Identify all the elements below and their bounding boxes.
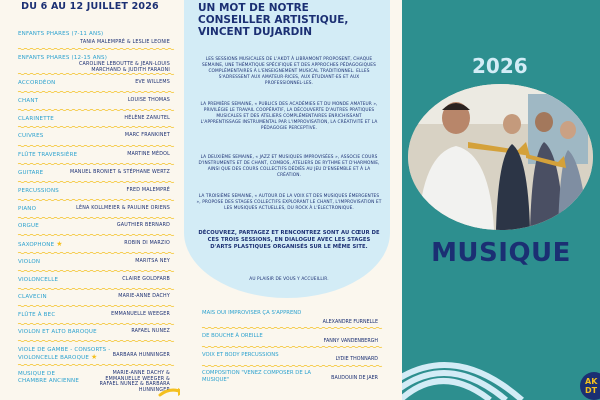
- teacher-label: EVE WILLEMS: [135, 80, 170, 85]
- teacher-label: RAFAEL NUNEZ: [131, 329, 170, 334]
- teacher-label: CAROLINE LEBOUTTE & JEAN-LOUIS MARCHAND & JUDITH FARAONI: [78, 62, 170, 73]
- instrument-label: PIANO: [18, 206, 37, 212]
- workshop-label: VOIX ET BODY PERCUSSIONS: [202, 352, 279, 358]
- instrument-label: VIOLONCELLE: [18, 277, 59, 283]
- paragraph: LES SESSIONS MUSICALES DE L'AKDT À LIBRAMONT PROPOSENT, CHAQUE SEMAINE, UNE THÉMATIQUE SPÉCIFIQUE ET DES APPROCHES PÉDAGOGIQUES COMPLÉMENTAIRES À L'ENSEIGNEMENT MUSICAL TRADITIONNEL. ELLES S'ADRESSENT AUX AMATEUR·RICES, AUX ÉTUDIANT·ES ET AUX PROFESSIONNEL·LES.: [202, 57, 376, 86]
- wave-divider: [18, 181, 174, 182]
- star-icon: ★: [56, 240, 63, 248]
- instrument-label: PERCUSSIONS: [18, 188, 59, 194]
- instrument-label: MUSIQUE DE CHAMBRE ANCIENNE: [18, 371, 80, 384]
- workshop-label: COMPOSITION "VENEZ COMPOSER DE LA MUSIQUE": [202, 370, 312, 383]
- musicians-photo: [408, 84, 593, 230]
- teacher-label: MARITSA NEY: [135, 259, 170, 264]
- wave-divider: [202, 365, 382, 366]
- wave-dividers: [180, 0, 402, 400]
- instrument-label-text: SAXOPHONE: [18, 242, 55, 248]
- instrument-label: CLARINETTE: [18, 116, 54, 122]
- center-title: UN MOT DE NOTRE CONSEILLER ARTISTIQUE, VINCENT DUJARDIN: [198, 2, 349, 38]
- instrument-label-text: VIOLE DE GAMBE - CONSORTS - VIOLONCELLE BAROQUE: [18, 347, 111, 361]
- teacher-label: HÉLÈNE ZANUTEL: [124, 116, 170, 121]
- teacher-label: MANUEL BRONIET & STÉPHANE WERTZ: [69, 170, 170, 175]
- wave-divider: [18, 234, 174, 235]
- teacher-label: LOUISE THOMAS: [127, 98, 170, 103]
- teacher-label: CLAIRE GOLDFARB: [122, 277, 170, 282]
- wave-divider: [18, 288, 174, 289]
- instrument-label: VIOLON ET ALTO BAROQUE: [18, 329, 97, 335]
- wave-divider: [18, 109, 174, 110]
- teacher-label: EMMANUELLE WEEGER: [111, 312, 170, 317]
- teacher-label: GAUTHIER BERNARD: [116, 223, 170, 228]
- teacher-label: BARBARA HUNNINGER: [112, 353, 170, 358]
- teacher-label: ROBIN DI MARZIO: [124, 241, 170, 246]
- wave-divider: [18, 323, 174, 324]
- decorative-arcs: [402, 340, 600, 400]
- wave-divider: [18, 126, 174, 127]
- wave-divider: [18, 48, 174, 49]
- teacher-label: FRED MALEMPRÉ: [126, 188, 170, 193]
- wave-divider: [18, 305, 174, 306]
- teacher-label: TANIA MALEMPRÉ & LESLIE LEONIE: [80, 40, 170, 45]
- instrument-label: ACCORDÉON: [18, 80, 56, 86]
- wave-divider: [18, 340, 174, 341]
- instrument-label: CLAVECIN: [18, 294, 47, 300]
- right-panel: [402, 0, 600, 400]
- paragraph: LA PREMIÈRE SEMAINE, « PUBLICS DES ACADÉMIES ET DU MONDE AMATEUR », PRIVILÉGIE LE TRAVAIL COOPÉRATIF, LA DÉCOUVERTE D'AUTRES PRATIQUES MUSICALES ET DES ATELIERS COMPLÉMENTAIRES ENRICHISSANT L'APPRENTISSAGE INSTRUMENTAL PAR L'IMPROVISATION, LA CRÉATIVITÉ ET LA PÉDAGOGIE PERCEPTIVE.: [200, 102, 378, 131]
- teacher-label: MARC FRANKINET: [124, 133, 170, 138]
- highlight-paragraph: DÉCOUVREZ, PARTAGEZ ET RENCONTREZ SONT AU CŒUR DE CES TROIS SESSIONS, EN DIALOGUE AVEC LES STAGES D'ARTS PLASTIQUES ORGANISÉS SUR LE MÊME SITE.: [198, 230, 380, 250]
- instrument-label: ENFANTS PHARES (12-15 ANS): [18, 55, 108, 61]
- star-icon: ★: [90, 352, 98, 361]
- teacher-label: LYDIE THONNARD: [335, 357, 378, 362]
- teacher-label: BAUDOUIN DE JAER: [331, 376, 378, 381]
- left-panel: [0, 0, 180, 400]
- instrument-label: FLÛTE TRAVERSIÈRE: [18, 152, 78, 158]
- wave-divider: [18, 270, 174, 271]
- wave-divider: [202, 346, 382, 347]
- teacher-label: MARIE-ANNE DACHY & EMMANUELLE WEEGER & RAFAEL NUNEZ & BARBARA HUNNINGER: [99, 371, 170, 393]
- wave-divider: [18, 252, 174, 253]
- wave-divider: [18, 364, 174, 365]
- teacher-label: MARTINE MÉDOL: [127, 152, 170, 157]
- center-panel: [180, 0, 402, 400]
- instrument-label: CHANT: [18, 98, 39, 104]
- teacher-label: ALEXANDRE FURNELLE: [322, 320, 378, 325]
- teacher-label: LÉNA KOLLMEIER & PAULINE ORIENS: [76, 206, 170, 211]
- wave-divider: [202, 327, 382, 328]
- instrument-label: ORGUE: [18, 223, 39, 229]
- wave-divider: [18, 217, 174, 218]
- instrument-label: GUITARE: [18, 170, 44, 176]
- teacher-label: FANNY VANDENBERGH: [323, 339, 378, 344]
- instrument-label: CUIVRES: [18, 133, 44, 139]
- wave-divider: [18, 145, 174, 146]
- workshop-label: MAIS OUI IMPROVISER ÇA S'APPREND: [202, 310, 302, 316]
- paragraph: LA TROISIÈME SEMAINE, « AUTOUR DE LA VOIX ET DES MUSIQUES ÉMERGENTES », PROPOSE DES STAGES COLLECTIFS EXPLORANT LE CHANT, L'IMPROVISATION ET LES MUSIQUES ACTUELLES, DU ROCK À L'ÉLECTRONIQUE.: [196, 194, 382, 211]
- instrument-label: ENFANTS PHARES (7-11 ANS): [18, 31, 104, 37]
- wave-divider: [18, 73, 174, 74]
- year-label: 2026: [472, 54, 528, 78]
- teacher-label: MARIE-ANNE DACHY: [118, 294, 170, 299]
- section-title: MUSIQUE: [431, 238, 571, 268]
- paragraph: LA DEUXIÈME SEMAINE, « JAZZ ET MUSIQUES IMPROVISÉES », ASSOCIE COURS D'INSTRUMENTS ET DE CHANT, COMBOS, ATELIERS DE RYTHME ET D'HARMONIE, AINSI QUE DES COURS COLLECTIFS DÉDIÉS AU JEU D'ENSEMBLE ET À LA CRÉATION.: [198, 155, 380, 178]
- instrument-label: VIOLON: [18, 259, 41, 265]
- wave-dividers: [0, 0, 180, 400]
- workshop-label: DE BOUCHE À OREILLE: [202, 333, 263, 339]
- wave-divider: [18, 163, 174, 164]
- dates-heading: DU 6 AU 12 JUILLET 2026: [21, 1, 159, 12]
- akdt-logo: AK DT: [580, 372, 600, 400]
- instrument-label: FLÛTE À BEC: [18, 312, 56, 318]
- wave-divider: [18, 91, 174, 92]
- wave-divider: [18, 199, 174, 200]
- closing-line: AU PLAISIR DE VOUS Y ACCUEILLIR.: [249, 277, 329, 282]
